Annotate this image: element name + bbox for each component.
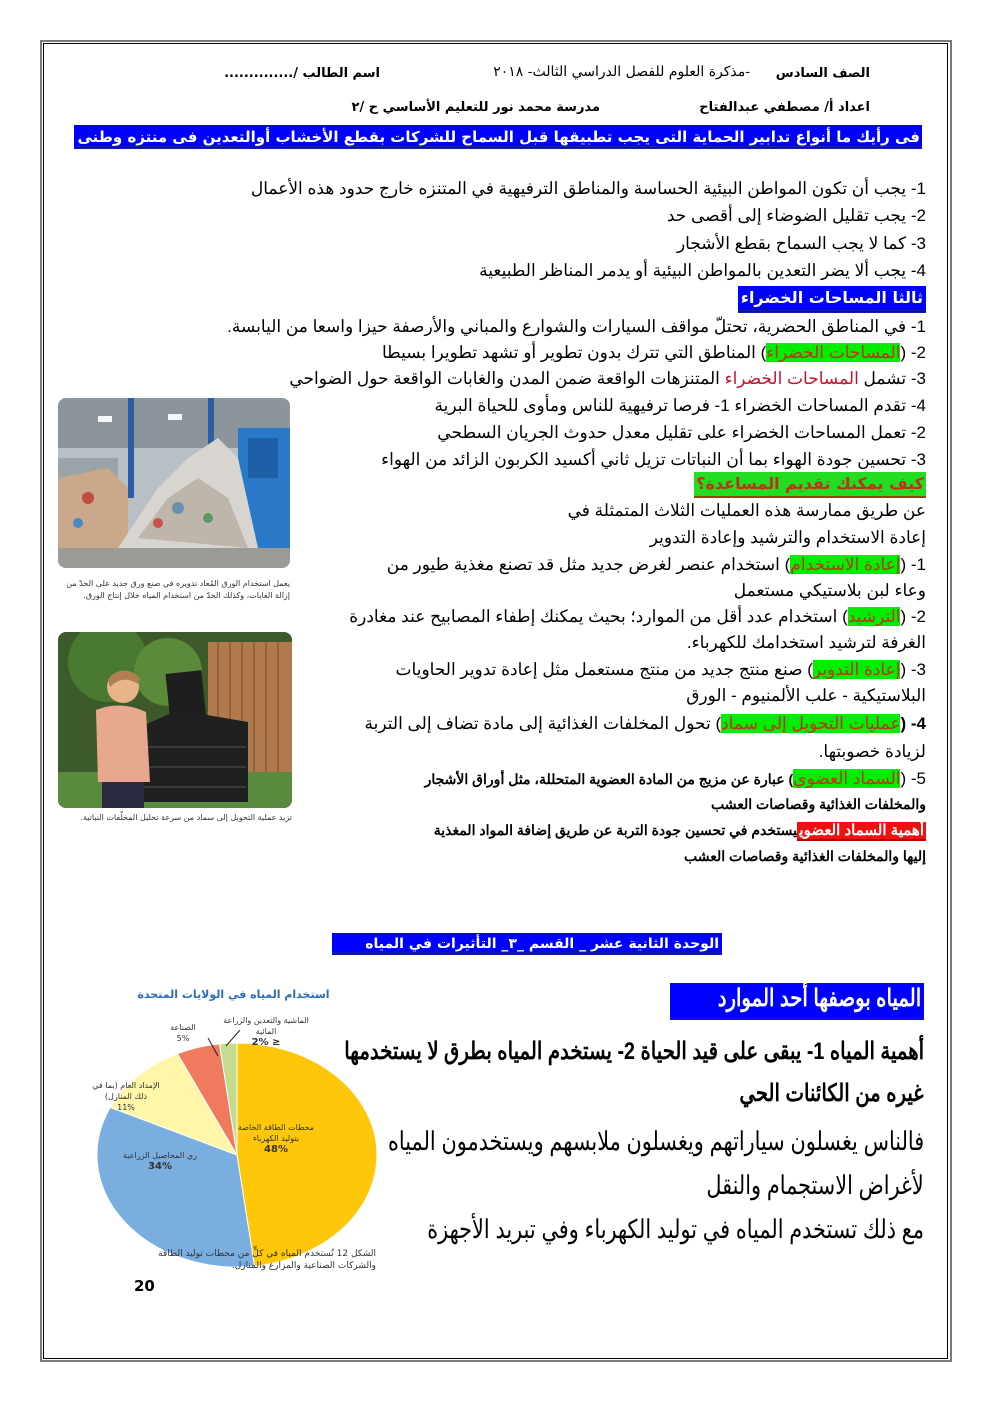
term-recycle: إعادة التدوير (812, 660, 901, 679)
help-item-1-cont: وعاء لبن بلاستيكي مستعمل (733, 581, 926, 600)
measure-2: 2- يجب تقليل الضوضاء إلى أقصى حد (666, 206, 926, 225)
compost-bin-photo (58, 632, 292, 808)
term-composting: عمليات التحويل إلى سماد (721, 714, 901, 733)
help-item-4: 4- (عمليات التحويل إلى سماد) تحول المخلفات الغذائية إلى مادة تضاف إلى التربة (364, 714, 926, 733)
help-item-3-cont: البلاستيكية - علب الألمنيوم - الورق (686, 686, 926, 705)
green-line-3: 3- تشمل المساحات الخضراء المتنزهات الواقعة ضمن المدن والغابات الواقعة حول الضواحي (289, 369, 926, 388)
chart-caption: الشكل 12 تُستخدم المياه في كلٍّ من محطات توليد الطاقة والشركات الصناعية والمزارع والمنازل. (158, 1249, 376, 1271)
page-number: 20 (134, 1277, 155, 1295)
question-banner: فى رأيك ما أنواع تدابير الحماية التى يجب تطبيقها قبل السماح للشركات بقطع الأخشاب أوالتعدين فى منتزه وطنى ؟ (74, 125, 922, 149)
grade-label: الصف السادس (775, 66, 870, 81)
measure-1: 1- يجب أن تكون المواطن البيئية الحساسة والمناطق الترفيهية في المتنزه خارج حدود هذه الأعمال (250, 179, 926, 198)
pie-label-power: محطات الطاقة الخاصة بتوليد الكهرباء 48% (237, 1123, 315, 1155)
water-line-5: مع ذلك تستخدم المياه في توليد الكهرباء وفي تبريد الأجهزة (427, 1214, 924, 1244)
green-line-1: 1- في المناطق الحضرية، تحتلّ مواقف السيارات والشوارع والمباني والأرصفة حيزا واسعا من اليابسة. (227, 317, 926, 336)
pie-label-industry: الصناعة 5% (170, 1023, 196, 1043)
compost-bin-image (58, 632, 292, 808)
help-intro-1: عن طريق ممارسة هذه العمليات الثلاث المتمثلة في (567, 501, 926, 520)
pie-label-public-supply: الإمداد العام (بما في ذلك المنازل) 11% (92, 1081, 160, 1112)
water-line-3: فالناس يغسلون سياراتهم ويغسلون ملابسهم ويستخدمون المياه (387, 1126, 924, 1156)
green-line-6: 3- تحسين جودة الهواء بما أن النباتات تزيل ثاني أكسيد الكربون الزائد من الهواء (381, 450, 926, 469)
help-item-2-cont: الغرفة لترشيد استخدامك للكهرباء. (686, 633, 926, 652)
document-title: -مذكرة العلوم للفصل الدراسي الثالث- ٢٠١٨ (493, 64, 750, 80)
help-item-2: 2- (الترشيد) استخدام عدد أقل من الموارد؛ بحيث يمكنك إطفاء المصابيح عند مغادرة (349, 607, 926, 626)
water-line-4: لأغراض الاستجمام والنقل (706, 1170, 924, 1200)
green-spaces-term: المساحات الخضراء (766, 343, 901, 362)
term-reuse: إعادة الاستخدام (790, 555, 901, 574)
measure-3: 3- كما لا يجب السماح بقطع الأشجار (676, 234, 926, 253)
green-spaces-heading: ثالثا المساحات الخضراء (738, 286, 926, 313)
recycling-plant-photo (58, 398, 290, 568)
water-line-1: أهمية المياه 1- يبقى على قيد الحياة 2- يستخدم المياه بطرق لا يستخدمها (344, 1038, 924, 1065)
green-line-4: 4- تقدم المساحات الخضراء 1- فرصا ترفيهية للناس ومأوى للحياة البرية (434, 396, 926, 415)
green-line-2: 2- (المساحات الخضراء) المناطق التي تترك بدون تطوير أو تشهد تطويرا بسيطا (381, 343, 926, 362)
green-line-5: 2- تعمل المساحات الخضراء على تقليل معدل حدوث الجريان السطحي (437, 423, 926, 442)
help-intro-2: إعادة الاستخدام والترشيد وإعادة التدوير (649, 528, 926, 547)
water-line-2: غيره من الكائنات الحي (739, 1080, 924, 1107)
unit-banner: الوحدة الثانية عشر _ القسم _٣_ التأثيرات في المياه (332, 933, 722, 955)
help-item-4-cont: لزيادة خصوبتها. (818, 742, 926, 761)
recycling-photo-caption: يعمل استخدام الورق المُعاد تدويره في صنع ورق جديد على الحدّ من إزالة الغابات، وكذلك الحدّ من استخدام المياه خلال إنتاج الورق. (66, 579, 290, 600)
help-item-1: 1- (إعادة الاستخدام) استخدام عنصر لغرض جديد مثل قد تصنع مغذية طيور من (386, 555, 926, 574)
pie-label-irrigation: ري المحاصيل الزراعية 34% (123, 1151, 197, 1172)
term-reduce: الترشيد (847, 607, 901, 626)
school-name: مدرسة محمد نور للتعليم الأساسي ح /٢ (351, 100, 600, 115)
help-item-3: 3- (إعادة التدوير) صنع منتج جديد من منتج مستعمل مثل إعادة تدوير الحاويات (395, 660, 926, 679)
recycling-plant-image (58, 398, 290, 568)
measure-4: 4- يجب ألا يضر التعدين بالمواطن البيئية أو يدمر المناظر الطبيعية (479, 261, 926, 280)
help-item-5-cont: والمخلفات الغذائية وقصاصات العشب (711, 796, 926, 812)
water-heading: المياه بوصفها أحد الموارد (670, 983, 924, 1020)
help-heading: كيف يمكنك تقديم المساعدة؟ (694, 472, 926, 498)
help-item-5: 5- (السماد العضوي) عبارة عن مزيج من المادة العضوية المتحللة، مثل أوراق الأشجار (424, 769, 926, 788)
compost-importance-cont: إليها والمخلفات الغذائية وقصاصات العشب (684, 848, 926, 864)
prepared-by: اعداد أ/ مصطفي عبدالفتاح (699, 100, 870, 115)
compost-photo-caption: تزيد عملية التحويل إلى سماد من سرعة تحليل المخلّفات النباتية. (80, 813, 292, 822)
compost-importance-label: أهمية السماد العضوي (799, 822, 924, 839)
compost-importance: أهمية السماد العضوييستخدم في تحسين جودة التربة عن طريق إضافة المواد المغذية (433, 822, 924, 839)
chart-title: استخدام المياه في الولايات المتحدة (137, 988, 330, 1001)
student-name-field: اسم الطالب /.............. (224, 66, 380, 81)
pie-label-livestock: الماشية والتعدين والزراعة المائية ≤ 2% (223, 1016, 309, 1048)
term-compost: السماد العضوي (793, 769, 901, 788)
